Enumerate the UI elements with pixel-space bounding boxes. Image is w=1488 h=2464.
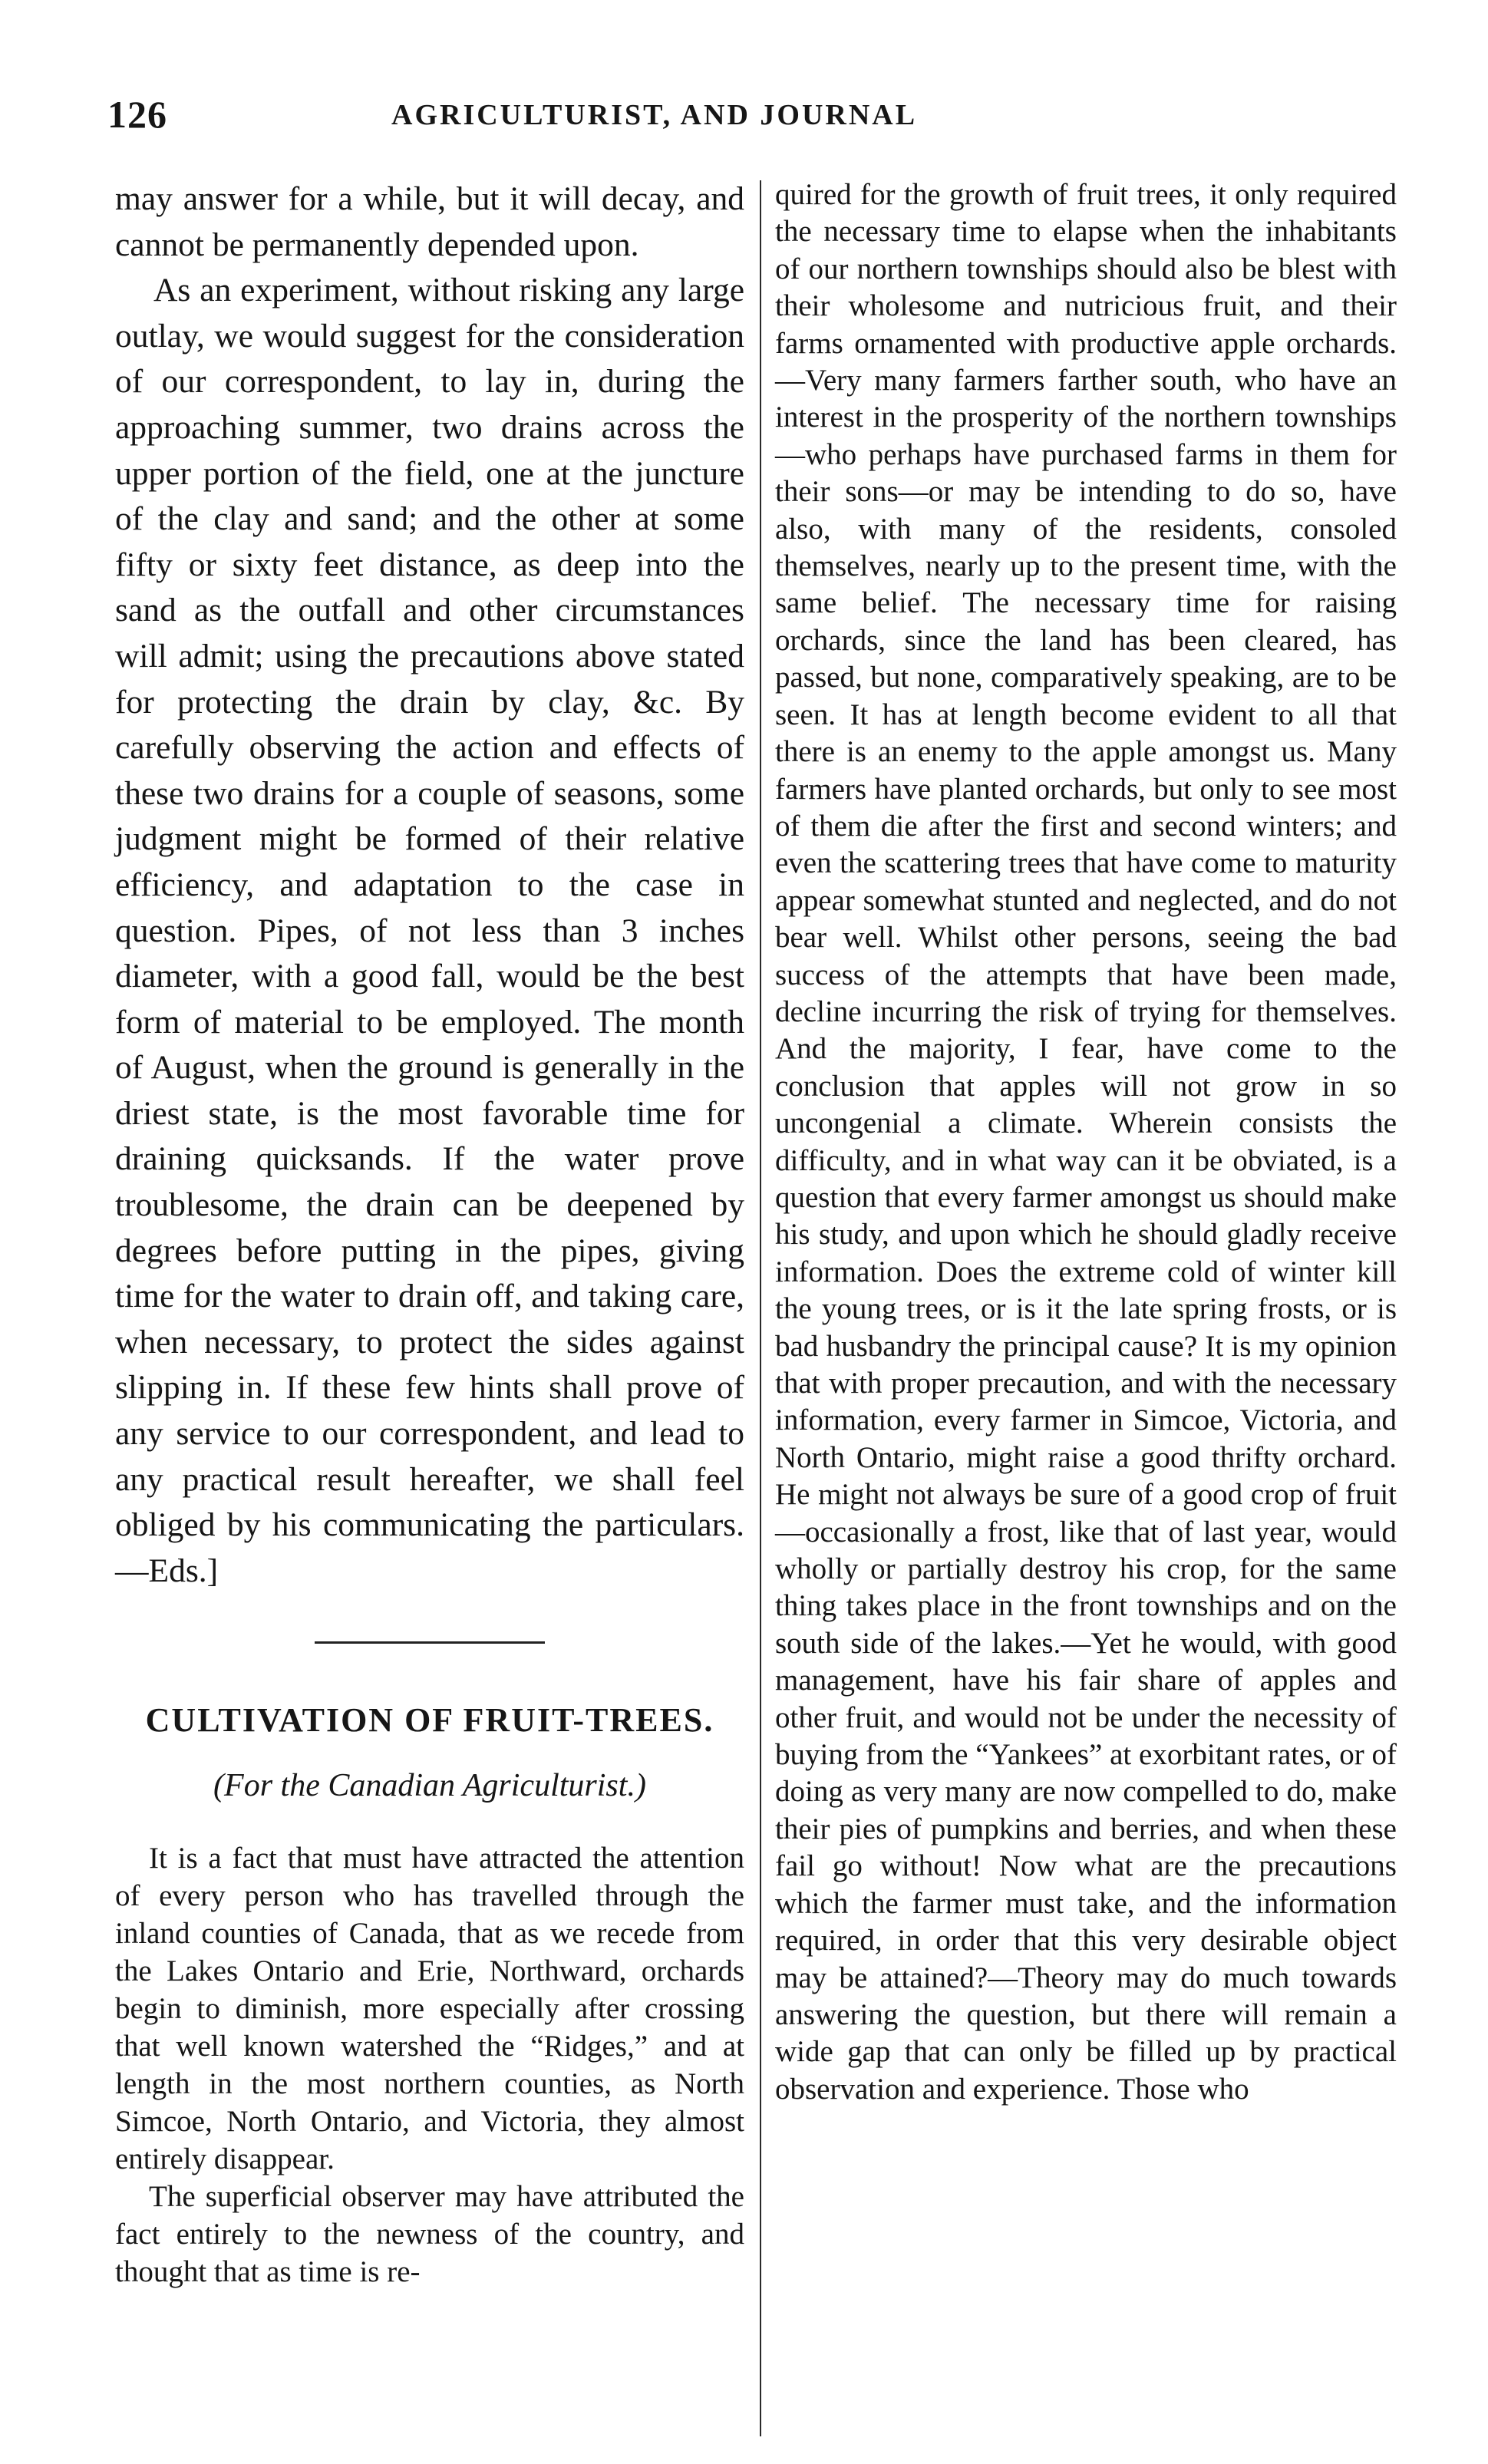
section-divider bbox=[315, 1641, 545, 1644]
article-source: (For the Canadian Agriculturist.) bbox=[213, 1768, 646, 1804]
left-paragraph-1: may answer for a while, but it will decay, and cannot be permanently depended upon. bbox=[115, 180, 744, 263]
article-title: CULTIVATION OF FRUIT-TREES. bbox=[145, 1701, 714, 1740]
running-title: AGRICULTURIST, AND JOURNAL bbox=[391, 99, 918, 131]
left-paragraph-2-text: As an experiment, without risking any large outlay, we would suggest for the consideration of our correspondent, to lay in, during the approaching summer, two drains across the upper portion of the field, one at the juncture of the clay and sand; and the other at some fifty or sixty feet distance, as deep into the sand as the outfall and other circumstances will admit; using the precautions above stated for protecting the drain by clay, &c. By carefully observing the action and effects of these two drains for a couple of seasons, some judgment might be formed of their relative efficiency, and adaptation to the case in question. Pipes, of not less than 3 inches diameter, with a good fall, would be the best form of material to be employed. The month of August, when the ground is generally in the driest state, is the most favorable time for draining quicksands. If the water prove troublesome, the drain can be deepened by degrees before putting in the pipes, giving time for the water to drain off, and taking care, when necessary, to protect the sides against slipping in. If these few hints shall prove of any service to our correspondent, and lead to any practical result hereafter, we shall feel obliged by his communicating the particulars.—Eds.] bbox=[115, 272, 744, 1589]
left-column bbox=[115, 176, 744, 2291]
right-column bbox=[775, 176, 1397, 2108]
article-paragraph-1-text: It is a fact that must have attracted the attention of every person who has travelled through the inland counties of Canada, that as we recede from the Lakes Ontario and Erie, Northward, orchards begin to diminish, more especially after crossing that well known watershed the “Ridges,” and at length in the most northern counties, as North Simcoe, North Ontario, and Victoria, they almost entirely disappear. bbox=[115, 1842, 744, 2176]
article-paragraph-2-text: The superficial observer may have attributed the fact entirely to the newness of the country, and thought that as time is re- bbox=[115, 2180, 744, 2289]
page-header bbox=[107, 92, 1412, 146]
left-paragraph-2 bbox=[115, 268, 744, 1594]
column-rule bbox=[760, 180, 761, 2436]
right-paragraph-1: quired for the growth of fruit trees, it only required the necessary time to elapse when the inhabitants of our northern townships should also be blest with their wholesome and nutricious fruit, and their farms ornamented with productive apple orchards.—Very many farmers farther south, who have an interest in the prosperity of the northern townships—who perhaps have purchased farms in them for their sons—or may be intending to do so, have also, with many of the residents, consoled themselves, nearly up to the present time, with the same belief. The necessary time for raising orchards, since the land has been cleared, has passed, but none, comparatively speaking, are to be seen. It has at length become evident to all that there is an enemy to the apple amongst us. Many farmers have planted orchards, but only to see most of them die after the first and second winters; and even the scattering trees that have come to maturity appear somewhat stunted and neglected, and do not bear well. Whilst other persons, seeing the bad success of the attempts that have been made, decline incurring the risk of trying for themselves. And the majority, I fear, have come to the conclusion that apples will not grow in so uncongenial a climate. Wherein consists the difficulty, and in what way can it be obviated, is a question that every farmer amongst us should make his study, and upon which he should gladly receive information. Does the extreme cold of winter kill the young trees, or is it the late spring frosts, or is bad husbandry the principal cause? It is my opinion that with proper precaution, and with the necessary information, every farmer in Simcoe, Victoria, and North Ontario, might raise a good thrifty orchard. He might not always be sure of a good crop of fruit—occasionally a frost, like that of last year, would wholly or partially destroy his crop, for the same thing takes place in the front townships and on the south side of the lakes.—Yet he would, with good management, have his fair share of apples and other fruit, and would not be under the necessity of buying from the “Yankees” at exorbitant rates, or of doing as very many are now compelled to do, make their pies of pumpkins and berries, and when these fail go without! Now what are the precautions which the farmer must take, and the information required, in order that this very desirable object may be attained?—Theory may do much towards answering the question, but there will remain a wide gap that can only be filled up by practical observation and experience. Those who bbox=[775, 178, 1397, 2106]
page-number: 126 bbox=[107, 93, 167, 136]
article-paragraph-1 bbox=[115, 1839, 744, 2178]
article-paragraph-2 bbox=[115, 2178, 744, 2291]
